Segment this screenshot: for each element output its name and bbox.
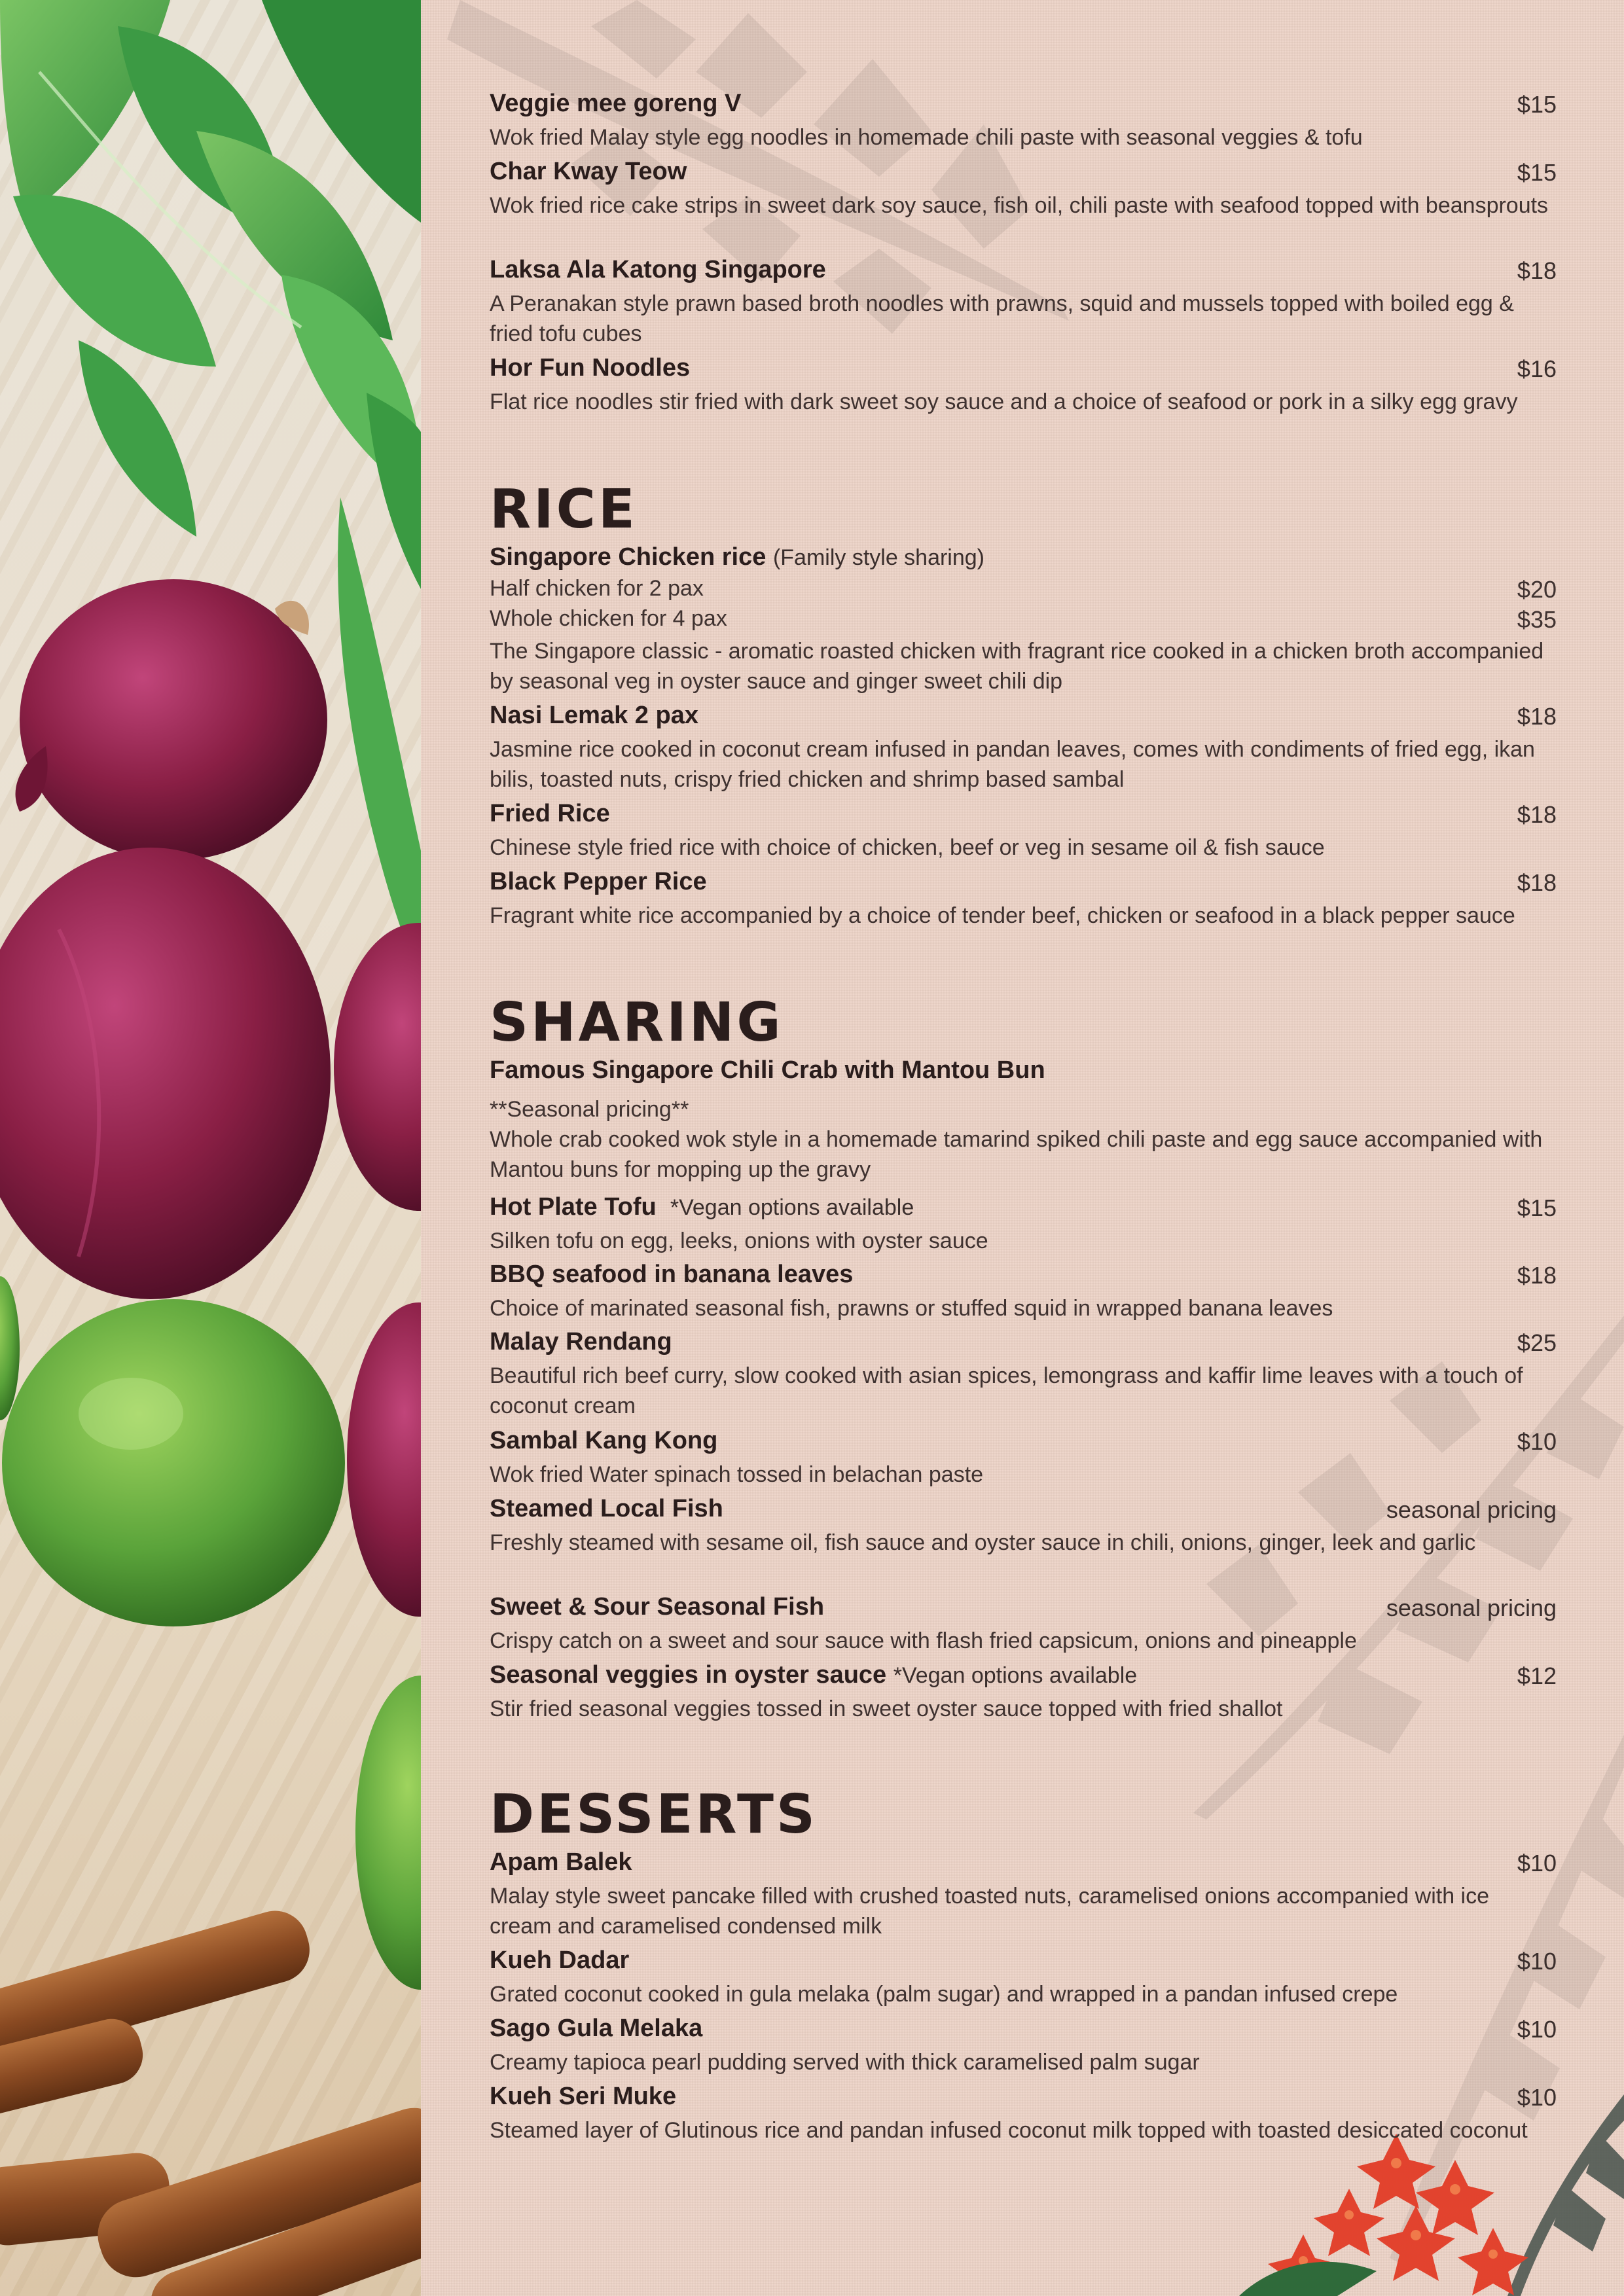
item-description: Silken tofu on egg, leeks, onions with oyster sauce	[490, 1229, 988, 1253]
item-name: BBQ seafood in banana leaves	[490, 1261, 854, 1288]
item-description: The Singapore classic - aromatic roasted chicken with fragrant rice cooked in a chicken broth accompanied by seasonal veg in oyster sauce and ginger sweet chili dip	[490, 639, 1544, 694]
item-name-text: Hot Plate Tofu	[490, 1193, 657, 1221]
item-name: Veggie mee goreng V	[490, 90, 742, 117]
item-name: Hor Fun Noodles	[490, 354, 691, 382]
item-description: Creamy tapioca pearl pudding served with thick caramelised palm sugar	[490, 2050, 1200, 2075]
item-name: Fried Rice	[490, 800, 610, 827]
item-price: $10	[1517, 2084, 1557, 2111]
item-price: $15	[1517, 159, 1557, 186]
item-name: Black Pepper Rice	[490, 868, 707, 895]
menu-item-sambal-kang-kong	[490, 1427, 1557, 1490]
item-description: Wok fried Malay style egg noodles in homemade chili paste with seasonal veggies & tofu	[490, 125, 1363, 150]
item-description: Whole crab cooked wok style in a homemade tamarind spiked chili paste and egg sauce accompanied with Mantou buns for mopping up the gravy	[490, 1127, 1543, 1182]
item-name: Kueh Dadar	[490, 1946, 630, 1974]
menu-item-hor-fun	[490, 354, 1557, 417]
item-price: $18	[1517, 801, 1557, 828]
menu-panel	[421, 0, 1624, 2296]
item-name-text: Singapore Chicken rice	[490, 543, 767, 571]
menu-item-sago-gula-melaka	[490, 2015, 1557, 2077]
section-heading-desserts: DESSERTS	[490, 1784, 818, 1846]
item-price: $18	[1517, 869, 1557, 896]
item-note: *Vegan options available	[893, 1663, 1138, 1688]
item-price: $18	[1517, 703, 1557, 730]
item-name	[490, 1193, 914, 1221]
item-name: Nasi Lemak 2 pax	[490, 702, 698, 729]
item-name: Apam Balek	[490, 1848, 632, 1876]
section-heading-rice: RICE	[490, 478, 638, 541]
item-name: Sambal Kang Kong	[490, 1427, 718, 1454]
portion-label: Half chicken for 2 pax	[490, 576, 704, 601]
item-description: Malay style sweet pancake filled with crushed toasted nuts, caramelised onions accompanied with ice cream and caramelised condensed milk	[490, 1884, 1490, 1939]
food-photo-art	[0, 0, 421, 2296]
menu-item-veggie-mee-goreng	[490, 90, 1557, 152]
item-name: Kueh Seri Muke	[490, 2083, 677, 2110]
portion-row-half	[490, 576, 1557, 606]
item-description: A Peranakan style prawn based broth noodles with prawns, squid and mussels topped with boiled egg & fried tofu cubes	[490, 291, 1514, 346]
item-name: Sweet & Sour Seasonal Fish	[490, 1593, 825, 1621]
item-price: $10	[1517, 1948, 1557, 1975]
item-price: seasonal pricing	[1386, 1594, 1557, 1621]
item-price: $12	[1517, 1662, 1557, 1689]
item-name: Char Kway Teow	[490, 158, 687, 185]
portion-row-whole	[490, 606, 1557, 636]
menu-item-fried-rice	[490, 800, 1557, 863]
item-price: $16	[1517, 355, 1557, 382]
menu-item-char-kway-teow	[490, 158, 1557, 221]
item-price: $10	[1517, 1850, 1557, 1876]
menu-item-apam-balek	[490, 1848, 1557, 1941]
item-name-text: Seasonal veggies in oyster sauce	[490, 1661, 887, 1689]
item-description: Fragrant white rice accompanied by a choice of tender beef, chicken or seafood in a black pepper sauce	[490, 903, 1515, 928]
item-pricing-note: **Seasonal pricing**	[490, 1097, 689, 1122]
item-description: Crispy catch on a sweet and sour sauce with flash fried capsicum, onions and pineapple	[490, 1628, 1357, 1653]
item-note: *Vegan options available	[670, 1195, 914, 1220]
item-name	[490, 543, 984, 571]
item-description: Grated coconut cooked in gula melaka (palm sugar) and wrapped in a pandan infused crepe	[490, 1982, 1398, 2007]
item-description: Choice of marinated seasonal fish, prawns or stuffed squid in wrapped banana leaves	[490, 1296, 1333, 1321]
item-name: Sago Gula Melaka	[490, 2015, 703, 2042]
item-price: $15	[1517, 91, 1557, 118]
item-description: Chinese style fried rice with choice of chicken, beef or veg in sesame oil & fish sauce	[490, 835, 1325, 860]
item-description: Steamed layer of Glutinous rice and pandan infused coconut milk topped with toasted desiccated coconut	[490, 2118, 1528, 2143]
item-description: Stir fried seasonal veggies tossed in sweet oyster sauce topped with fried shallot	[490, 1696, 1283, 1721]
menu-item-black-pepper-rice	[490, 868, 1557, 931]
item-note: (Family style sharing)	[772, 545, 985, 570]
menu-item-seasonal-veggies	[490, 1661, 1557, 1724]
portion-price: $20	[1517, 576, 1557, 603]
item-description: Freshly steamed with sesame oil, fish sauce and oyster sauce in chili, onions, ginger, leek and garlic	[490, 1530, 1476, 1555]
item-price: $10	[1517, 2016, 1557, 2043]
item-description: Flat rice noodles stir fried with dark sweet soy sauce and a choice of seafood or pork in a silky egg gravy	[490, 389, 1518, 414]
menu-item-laksa	[490, 256, 1557, 349]
item-price: $18	[1517, 257, 1557, 284]
item-name: Malay Rendang	[490, 1328, 672, 1355]
item-description: Jasmine rice cooked in coconut cream infused in pandan leaves, comes with condiments of fried egg, ikan bilis, toasted nuts, crispy fried chicken and shrimp based sambal	[490, 737, 1535, 792]
section-heading-sharing: SHARING	[490, 992, 784, 1054]
item-description: Beautiful rich beef curry, slow cooked with asian spices, lemongrass and kaffir lime leaves with a touch of coconut cream	[490, 1363, 1523, 1418]
red-flower-illustration	[1239, 2134, 1528, 2296]
item-description: Wok fried rice cake strips in sweet dark soy sauce, fish oil, chili paste with seafood topped with beansprouts	[490, 193, 1549, 218]
item-name	[490, 1661, 1137, 1689]
menu-item-kueh-seri-muke	[490, 2083, 1557, 2145]
item-name: Steamed Local Fish	[490, 1495, 723, 1522]
item-price: $10	[1517, 1428, 1557, 1455]
item-price: $25	[1517, 1329, 1557, 1356]
menu-item-bbq-seafood	[490, 1261, 1557, 1323]
item-price: $18	[1517, 1262, 1557, 1289]
food-photo	[0, 0, 421, 2296]
item-name: Famous Singapore Chili Crab with Mantou Bun	[490, 1056, 1045, 1084]
item-name: Laksa Ala Katong Singapore	[490, 256, 826, 283]
item-price: $15	[1517, 1194, 1557, 1221]
menu-item-nasi-lemak	[490, 702, 1557, 795]
item-price: seasonal pricing	[1386, 1496, 1557, 1523]
menu-item-sweet-sour-fish	[490, 1593, 1557, 1656]
portion-label: Whole chicken for 4 pax	[490, 606, 727, 631]
menu-item-chili-crab	[490, 1056, 1557, 1185]
menu-item-chicken-rice	[490, 543, 1557, 696]
cinnamon-stick-illustration	[0, 1903, 421, 2296]
item-description: Wok fried Water spinach tossed in belachan paste	[490, 1462, 984, 1487]
portion-price: $35	[1517, 606, 1557, 633]
menu-item-malay-rendang	[490, 1328, 1557, 1421]
menu-item-steamed-fish	[490, 1495, 1557, 1558]
menu-item-hot-plate-tofu	[490, 1193, 1557, 1256]
menu-item-kueh-dadar	[490, 1946, 1557, 2009]
